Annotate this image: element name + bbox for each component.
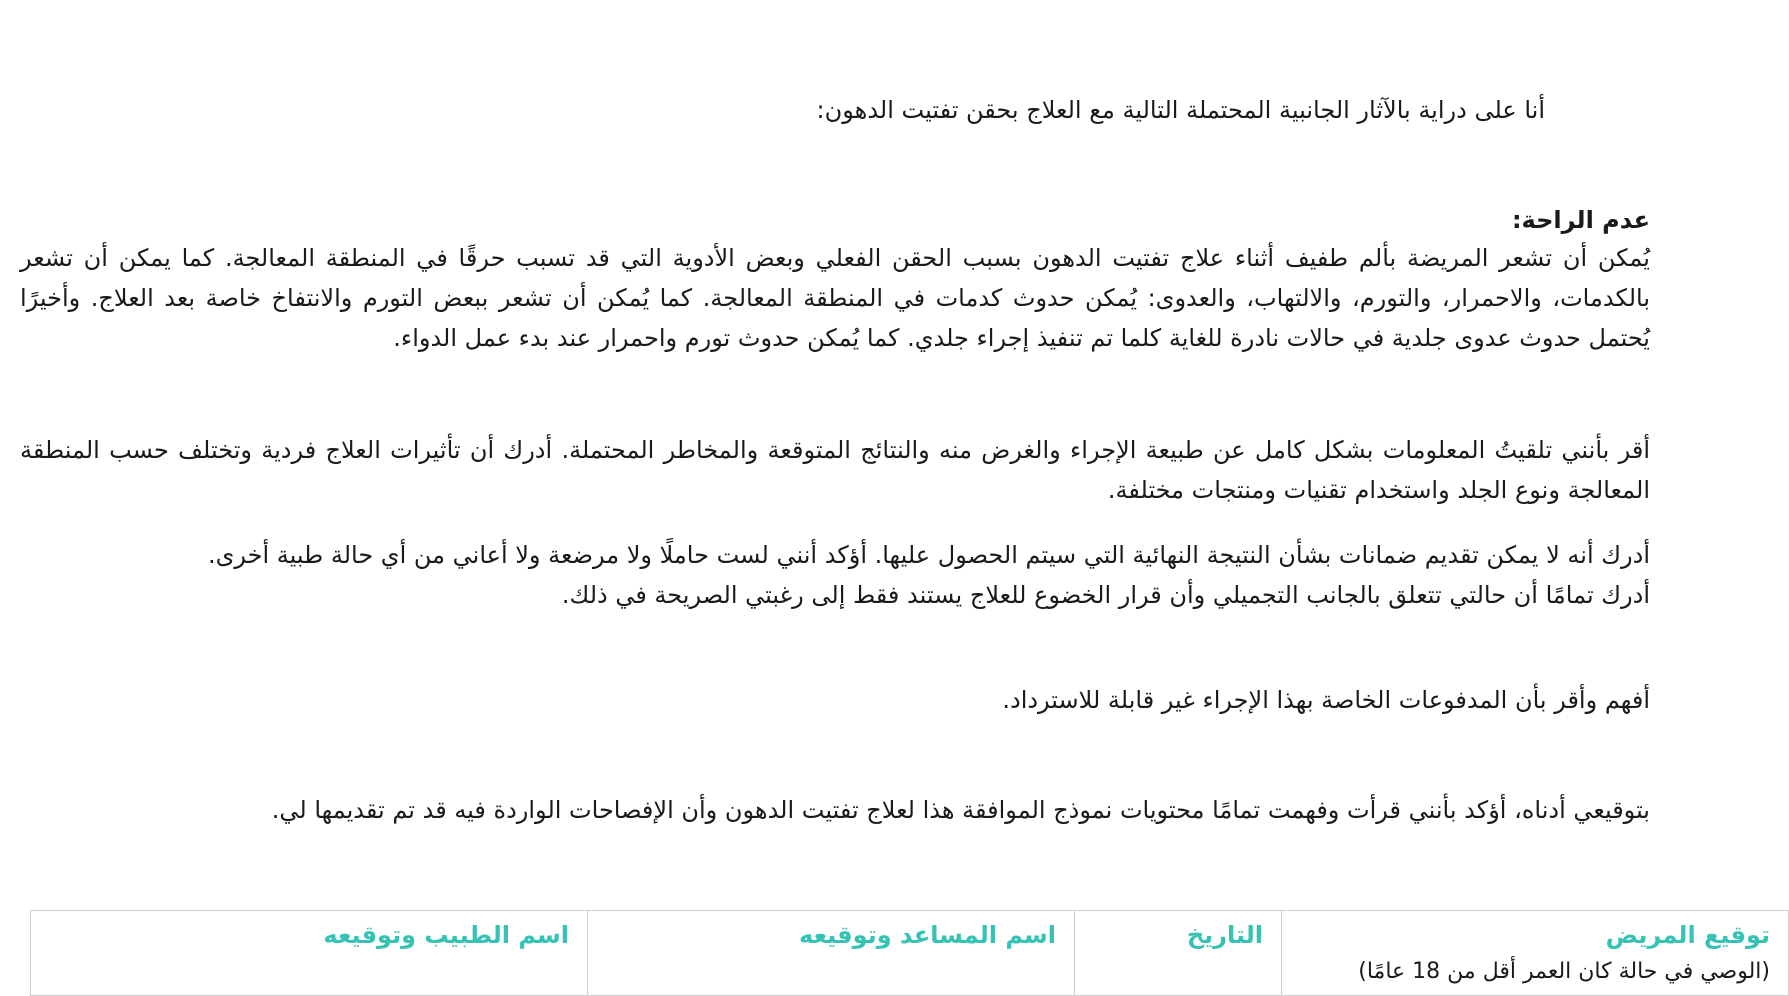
doctor-signature-cell[interactable] [31,911,588,996]
patient-signature-cell[interactable] [1282,911,1789,996]
payments-paragraph: أفهم وأقر بأن المدفوعات الخاصة بهذا الإجراء غير قابلة للاسترداد. [1002,686,1650,714]
signature-statement: بتوقيعي أدناه، أؤكد بأنني قرأت وفهمت تمامًا محتويات نموذج الموافقة هذا لعلاج تفتيت الدهون وأن الإفصاحات الواردة فيه قد تم تقديمها لي. [271,796,1650,824]
date-label: التاريخ [1186,921,1263,949]
side-effects-intro: أنا على دراية بالآثار الجانبية المحتملة التالية مع العلاج بحقن تفتيت الدهون: [816,96,1545,124]
date-cell[interactable] [1075,911,1282,996]
signature-table-row [31,911,1789,996]
discomfort-paragraph: يُمكن أن تشعر المريضة بألم طفيف أثناء علاج تفتيت الدهون بسبب الحقن الفعلي وبعض الأدوية التي قد تسبب حرقًا في المنطقة المعالجة. كما يمكن أن تشعر بالكدمات، والاحمرار، والتورم، والالتهاب، والعدوى: يُمكن حدوث كدمات في المنطقة المعالجة. كما يُمكن أن تشعر ببعض التورم والانتفاخ خاصة بعد العلاج. وأخيرًا يُحتمل حدوث عدوى جلدية في حالات نادرة للغاية كلما تم تنفيذ إجراء جلدي. كما يُمكن حدوث تورم واحمرار عند بدء عمل الدواء. [20,244,1650,352]
guarantee-line-1: أدرك أنه لا يمكن تقديم ضمانات بشأن النتيجة النهائية التي سيتم الحصول عليها. أؤكد أنني لست حاملًا ولا مرضعة ولا أعاني من أي حالة طبية أخرى. [207,541,1650,569]
signature-table [30,910,1789,996]
doctor-signature-label: اسم الطبيب وتوقيعه [323,921,569,949]
assistant-signature-label: اسم المساعد وتوقيعه [799,921,1056,949]
discomfort-heading: عدم الراحة: [1511,206,1650,234]
guarantee-paragraph [20,535,1650,615]
assistant-signature-cell[interactable] [588,911,1075,996]
guardian-note: (الوصي في حالة كان العمر أقل من 18 عامًا) [1358,959,1770,984]
patient-signature-label: توقيع المريض [1605,921,1770,949]
acknowledgement-paragraph: أقر بأنني تلقيتُ المعلومات بشكل كامل عن طبيعة الإجراء والغرض منه والنتائج المتوقعة والمخاطر المحتملة. أدرك أن تأثيرات العلاج فردية وتختلف حسب المنطقة المعالجة ونوع الجلد واستخدام تقنيات ومنتجات مختلفة. [20,436,1650,504]
guarantee-line-2: أدرك تمامًا أن حالتي تتعلق بالجانب التجميلي وأن قرار الخضوع للعلاج يستند فقط إلى رغبتي الصريحة في ذلك. [561,581,1650,609]
